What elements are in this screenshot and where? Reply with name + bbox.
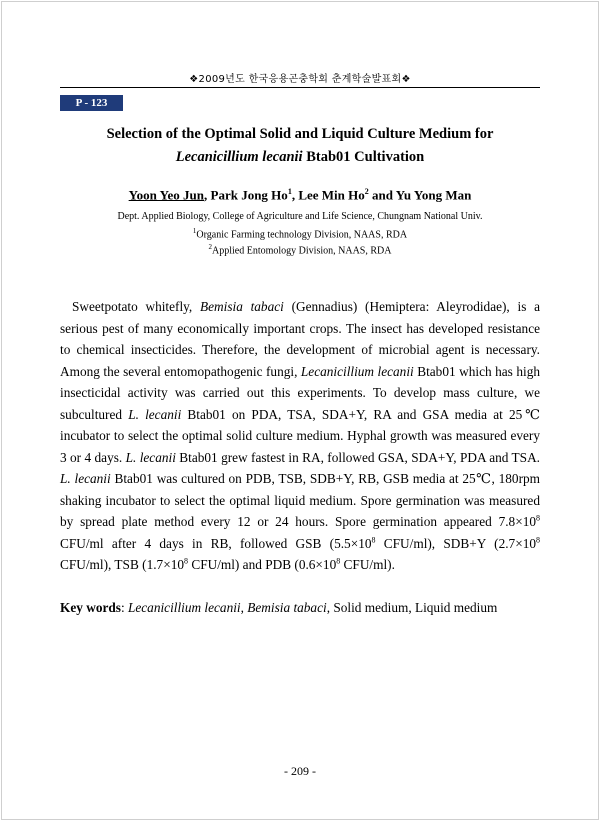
abstract-text: Btab01 on PDA, TSA, SDA+Y, RA and GSA media at 25℃ incubator to select the optimal solid culture medium. Hyphal growth was measured every 3 or 4 days. — [60, 406, 540, 465]
keywords-rest: , Solid medium, Liquid medium — [326, 600, 498, 615]
keywords-line — [60, 600, 540, 616]
affiliation-2-text: Applied Entomology Division, NAAS, RDA — [212, 245, 392, 257]
author-3: Lee Min Ho — [298, 187, 365, 203]
species-name: Lecanicillium lecanii — [300, 363, 414, 379]
paper-title — [60, 123, 540, 169]
page-number: - 209 - — [284, 764, 316, 778]
exponent: 8 — [336, 556, 341, 566]
abstract-text: Btab01 grew fastest in RA, followed GSA, SDA+Y, PDA and TSA. — [175, 449, 540, 465]
abstract-body — [60, 296, 540, 576]
title-line-2 — [60, 146, 540, 169]
species-name: Bemisia tabaci — [200, 299, 284, 314]
affiliation-main: Dept. Applied Biology, College of Agriculture and Life Science, Chungnam National Univ. — [117, 211, 483, 222]
keywords-separator: : — [120, 600, 128, 615]
affiliation-1 — [60, 227, 540, 240]
abstract-text: CFU/ml). — [340, 557, 395, 572]
author-list — [60, 187, 540, 203]
abstract-text: Btab01 was cultured on PDB, TSB, SDB+Y, RB, GSB media at 25℃, 180rpm shaking incubator to select the optimal liquid medium. Spore germination was measured by spread plate method every 12 or 24 hours. Spore germination appeared 7.8×10 — [60, 471, 540, 529]
author-separator: , — [204, 187, 211, 203]
affiliation-1-text: Organic Farming technology Division, NAAS, RDA — [196, 229, 408, 241]
species-name: L. lecanii — [128, 406, 182, 422]
abstract-text: CFU/ml after 4 days in RB, followed GSB (5.5×10 — [60, 535, 372, 551]
exponent: 8 — [536, 513, 540, 523]
abstract-text: Sweetpotato whitefly, — [72, 299, 200, 314]
keyword-species-1: Lecanicillium lecanii — [127, 600, 241, 615]
abstract-text: CFU/ml), TSB (1.7×10 — [60, 557, 184, 572]
conference-header: ❖2009년도 한국응용곤충학회 춘계학술발표회❖ — [189, 74, 411, 85]
exponent: 8 — [184, 556, 188, 566]
abstract-text: CFU/ml), SDB+Y (2.7×10 — [375, 535, 536, 551]
affiliation-1-mark: 1 — [192, 227, 197, 235]
keywords-label: Key words — [60, 600, 121, 615]
author-2: Park Jong Ho — [210, 187, 288, 203]
abstract-text: CFU/ml) and PDB (0.6×10 — [188, 557, 337, 572]
abstract-text: (Gennadius) (Hemiptera: Aleyrodidae), is a serious pest of many economically important crops. The insect has developed resistance to chemical insecticides. Therefore, the development of microbial agent is necessary. Among the several entomopathogenic fungi, — [60, 299, 541, 379]
affiliation-2 — [60, 243, 540, 256]
author-3-affiliation-mark: 2 — [364, 187, 369, 196]
exponent: 8 — [536, 535, 540, 545]
title-line-1: Selection of the Optimal Solid and Liquid Culture Medium for — [106, 126, 494, 142]
author-2-affiliation-mark: 1 — [287, 187, 292, 196]
author-separator: and — [368, 187, 396, 203]
keywords-separator: , — [240, 600, 248, 615]
poster-number-badge: P - 123 — [60, 95, 123, 111]
keyword-species-2: Bemisia tabaci — [247, 600, 327, 615]
title-line-2-rest: Btab01 Cultivation — [302, 149, 425, 165]
species-name: L. lecanii — [60, 471, 111, 486]
title-species: Lecanicillium lecanii — [175, 149, 303, 165]
abstract-text: Btab01 which has high insecticidal activity was carried out this experiments. To develop mass culture, we subcultured — [60, 363, 540, 422]
author-separator: , — [291, 187, 299, 203]
presenting-author: Yoon Yeo Jun — [128, 187, 205, 203]
header-rule — [60, 87, 540, 88]
author-4: Yu Yong Man — [395, 187, 472, 203]
exponent: 8 — [371, 535, 376, 545]
species-name: L. lecanii — [125, 449, 176, 465]
affiliation-2-mark: 2 — [208, 243, 213, 251]
